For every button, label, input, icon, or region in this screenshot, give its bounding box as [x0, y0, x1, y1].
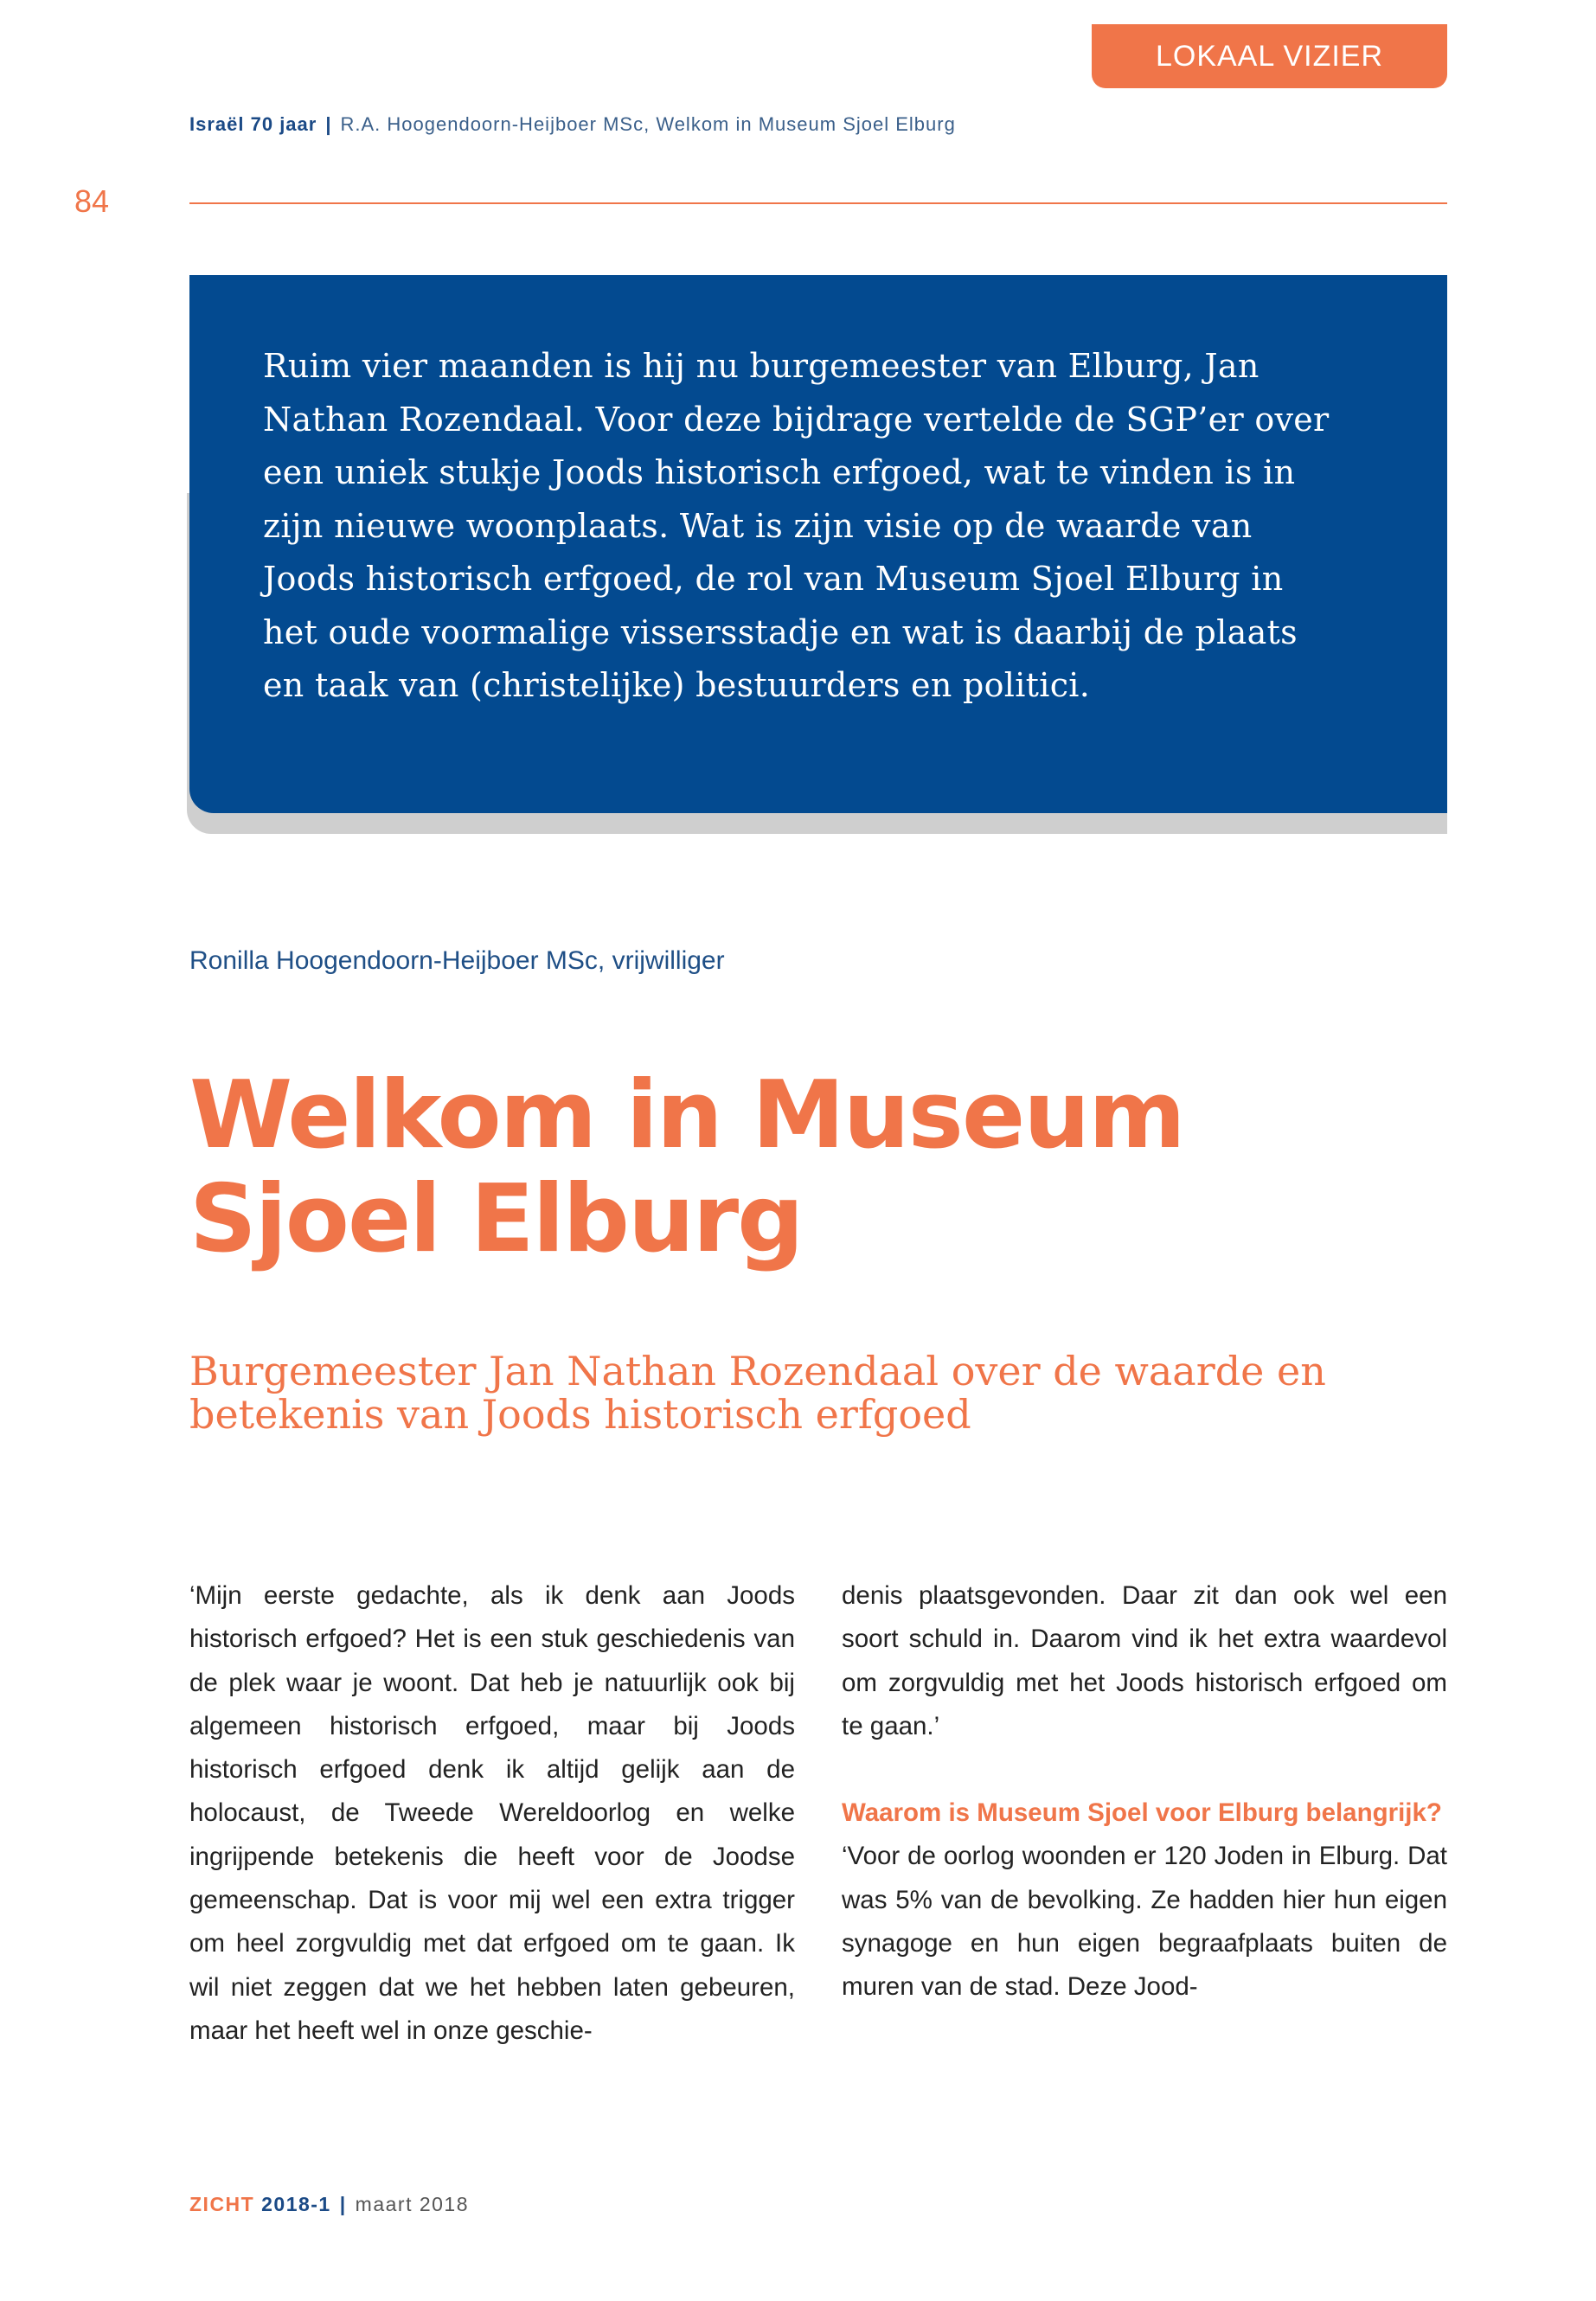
article-author: Ronilla Hoogendoorn-Heijboer MSc, vrijwilliger — [189, 946, 725, 975]
article-subtitle: Burgemeester Jan Nathan Rozendaal over de waarde en betekenis van Joods historisch erfgoed — [189, 1348, 1326, 1438]
section-tab — [1092, 24, 1447, 88]
breadcrumb-separator: | — [325, 113, 332, 135]
header-divider — [189, 202, 1447, 204]
body-column-left — [189, 1574, 795, 2053]
body-paragraph: ‘Mijn eerste gedachte, als ik denk aan Joods historisch erfgoed? Het is een stuk geschiedenis van de plek waar je woont. Dat heb je natuurlijk ook bij algemeen historisch erfgoed, maar bij Joods historisch erfgoed denk ik altijd gelijk aan de holocaust, de Tweede Wereldoorlog en welke ingrijpende betekenis die heeft voor de Joodse gemeenschap. Dat is voor mij wel een extra trigger om heel zorgvuldig met dat erfgoed om te gaan. Ik wil niet zeggen dat we het hebben laten gebeuren, maar het heeft wel in onze geschie- — [189, 1581, 795, 2045]
footer — [189, 2193, 469, 2216]
intro-box — [189, 275, 1447, 813]
page-number: 84 — [74, 183, 110, 219]
footer-magazine: ZICHT — [189, 2193, 255, 2215]
article-title: Welkom in Museum Sjoel Elburg — [189, 1061, 1184, 1273]
footer-separator: | — [339, 2193, 347, 2215]
section-heading: Waarom is Museum Sjoel voor Elburg belangrijk? — [842, 1798, 1442, 1828]
intro-text: Ruim vier maanden is hij nu burgemeester van Elburg, Jan Nathan Rozendaal. Voor deze bijdrage vertelde de SGP’er over een uniek stukje Joods historisch erfgoed, wat te vinden is in zijn nieuwe woonplaats. Wat is zijn visie op de waarde van Joods historisch erfgoed, de rol van Museum Sjoel Elburg in het oude voormalige vissersstadje en wat is daarbij de plaats en taak van (christelijke) bestuurders en politici. — [263, 347, 1330, 704]
breadcrumb-article: R.A. Hoogendoorn-Heijboer MSc, Welkom in Museum Sjoel Elburg — [340, 113, 956, 135]
body-paragraph: denis plaatsgevonden. Daar zit dan ook wel een soort schuld in. Daarom vind ik het extra waardevol om zorgvuldig met het Joods historisch erfgoed om te gaan.’ — [842, 1581, 1447, 1740]
section-tab-label: LOKAAL VIZIER — [1155, 39, 1384, 73]
breadcrumb-issue: Israël 70 jaar — [189, 113, 317, 135]
paragraph-gap — [842, 1748, 1447, 1791]
footer-issue: 2018-1 — [261, 2193, 331, 2215]
body-paragraph: ‘Voor de oorlog woonden er 120 Joden in Elburg. Dat was 5% van de bevolking. Ze hadden hier hun eigen synagoge en hun eigen begraafplaats buiten de muren van de stad. Deze Jood- — [842, 1842, 1447, 2002]
body-column-right — [842, 1574, 1447, 2009]
breadcrumb — [189, 113, 956, 136]
footer-date: maart 2018 — [355, 2193, 470, 2215]
